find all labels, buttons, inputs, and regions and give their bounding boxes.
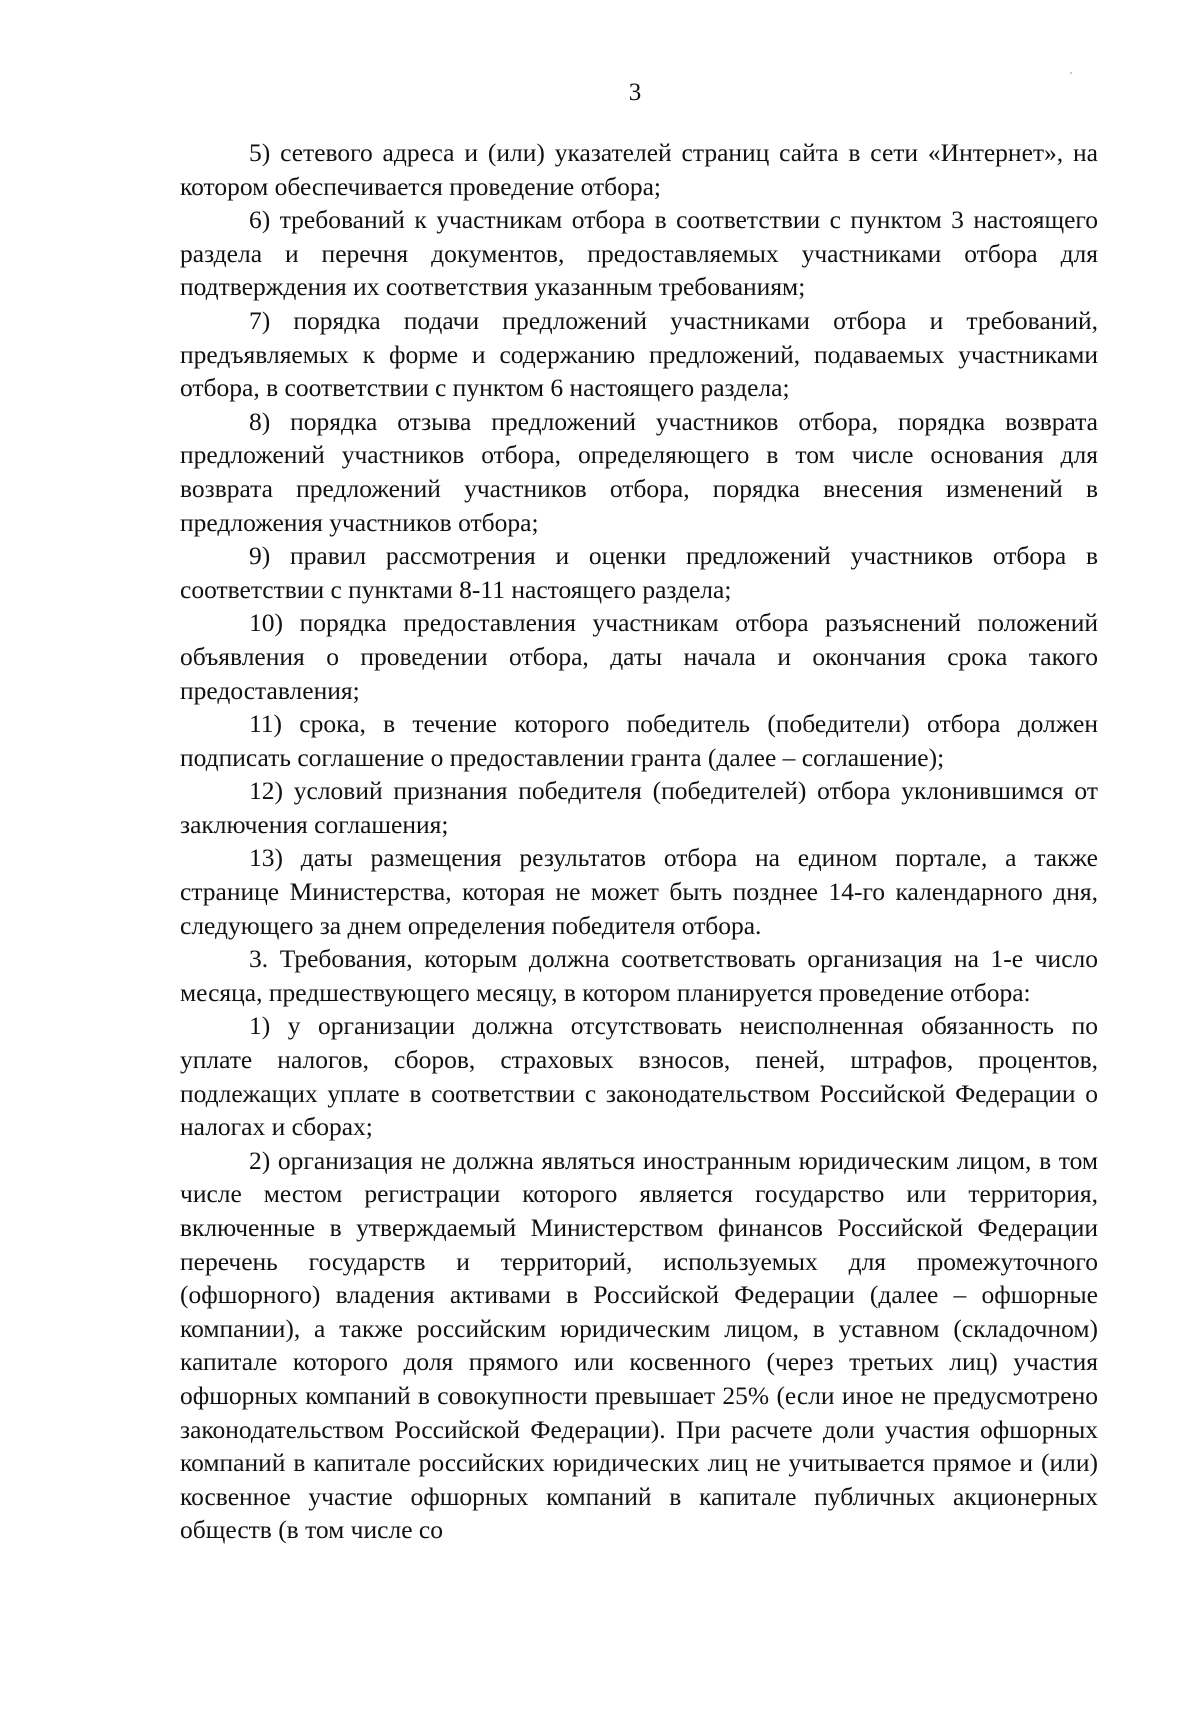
paragraph-item-10: 10) порядка предоставления участникам отбора разъяснений положений объявления о проведении отбора, даты начала и окончания срока такого предоставления; bbox=[180, 608, 1098, 705]
paragraph-item-11: 11) срока, в течение которого победитель (победители) отбора должен подписать соглашение о предоставлении гранта (далее – соглашение); bbox=[180, 709, 1098, 772]
paragraph-item-6: 6) требований к участникам отбора в соответствии с пунктом 3 настоящего раздела и перечня документов, предоставляемых участниками отбора для подтверждения их соответствия указанным требованиям; bbox=[180, 205, 1098, 302]
paragraph-item-7: 7) порядка подачи предложений участниками отбора и требований, предъявляемых к форме и содержанию предложений, подаваемых участниками отбора, в соответствии с пунктом 6 настоящего раздела; bbox=[180, 305, 1098, 403]
paragraph-item-8: 8) порядка отзыва предложений участников отбора, порядка возврата предложений участников отбора, определяющего в том числе основания для возврата предложений участников отбора, порядка внесения изменений в предложения участников отбора; bbox=[180, 406, 1098, 537]
paragraph-item-5: 5) сетевого адреса и (или) указателей страниц сайта в сети «Интернет», на котором обеспечивается проведение отбора; bbox=[180, 138, 1098, 201]
paragraph-item-9: 9) правил рассмотрения и оценки предложений участников отбора в соответствии с пунктами 8-11 настоящего раздела; bbox=[180, 541, 1098, 604]
scan-speck bbox=[1070, 72, 1072, 74]
requirement-item-2: 2) организация не должна являться иностранным юридическим лицом, в том числе местом регистрации которого является государство или территория, включенные в утверждаемый Министерством финансов Российской Федерации перечень государств и территорий, используемых для промежуточного (офшорного) владения активами в Российской Федерации (далее – офшорные компании), а также российским юридическим лицом, в уставном (складочном) капитале которого доля прямого или косвенного (через третьих лиц) участия офшорных компаний в совокупности превышает 25% (если иное не предусмотрено законодательством Российской Федерации). При расчете доли участия офшорных компаний в капитале российских юридических лиц не учитывается прямое и (или) косвенное участие офшорных компаний в капитале публичных акционерных обществ (в том числе со bbox=[180, 1145, 1098, 1545]
paragraph-item-13: 13) даты размещения результатов отбора на едином портале, а также странице Министерства, которая не может быть позднее 14-го календарного дня, следующего за днем определения победителя отбора. bbox=[180, 843, 1098, 940]
paragraph-item-12: 12) условий признания победителя (победителей) отбора уклонившимся от заключения соглашения; bbox=[180, 776, 1098, 839]
document-body bbox=[180, 136, 1098, 1547]
section-3-heading-paragraph: 3. Требования, которым должна соответствовать организация на 1-е число месяца, предшествующего месяцу, в котором планируется проведение отбора: bbox=[180, 944, 1098, 1007]
requirement-item-1: 1) у организации должна отсутствовать неисполненная обязанность по уплате налогов, сборов, страховых взносов, пеней, штрафов, процентов, подлежащих уплате в соответствии с законодательством Российской Федерации о налогах и сборах; bbox=[180, 1011, 1098, 1142]
page-number: 3 bbox=[628, 79, 642, 106]
